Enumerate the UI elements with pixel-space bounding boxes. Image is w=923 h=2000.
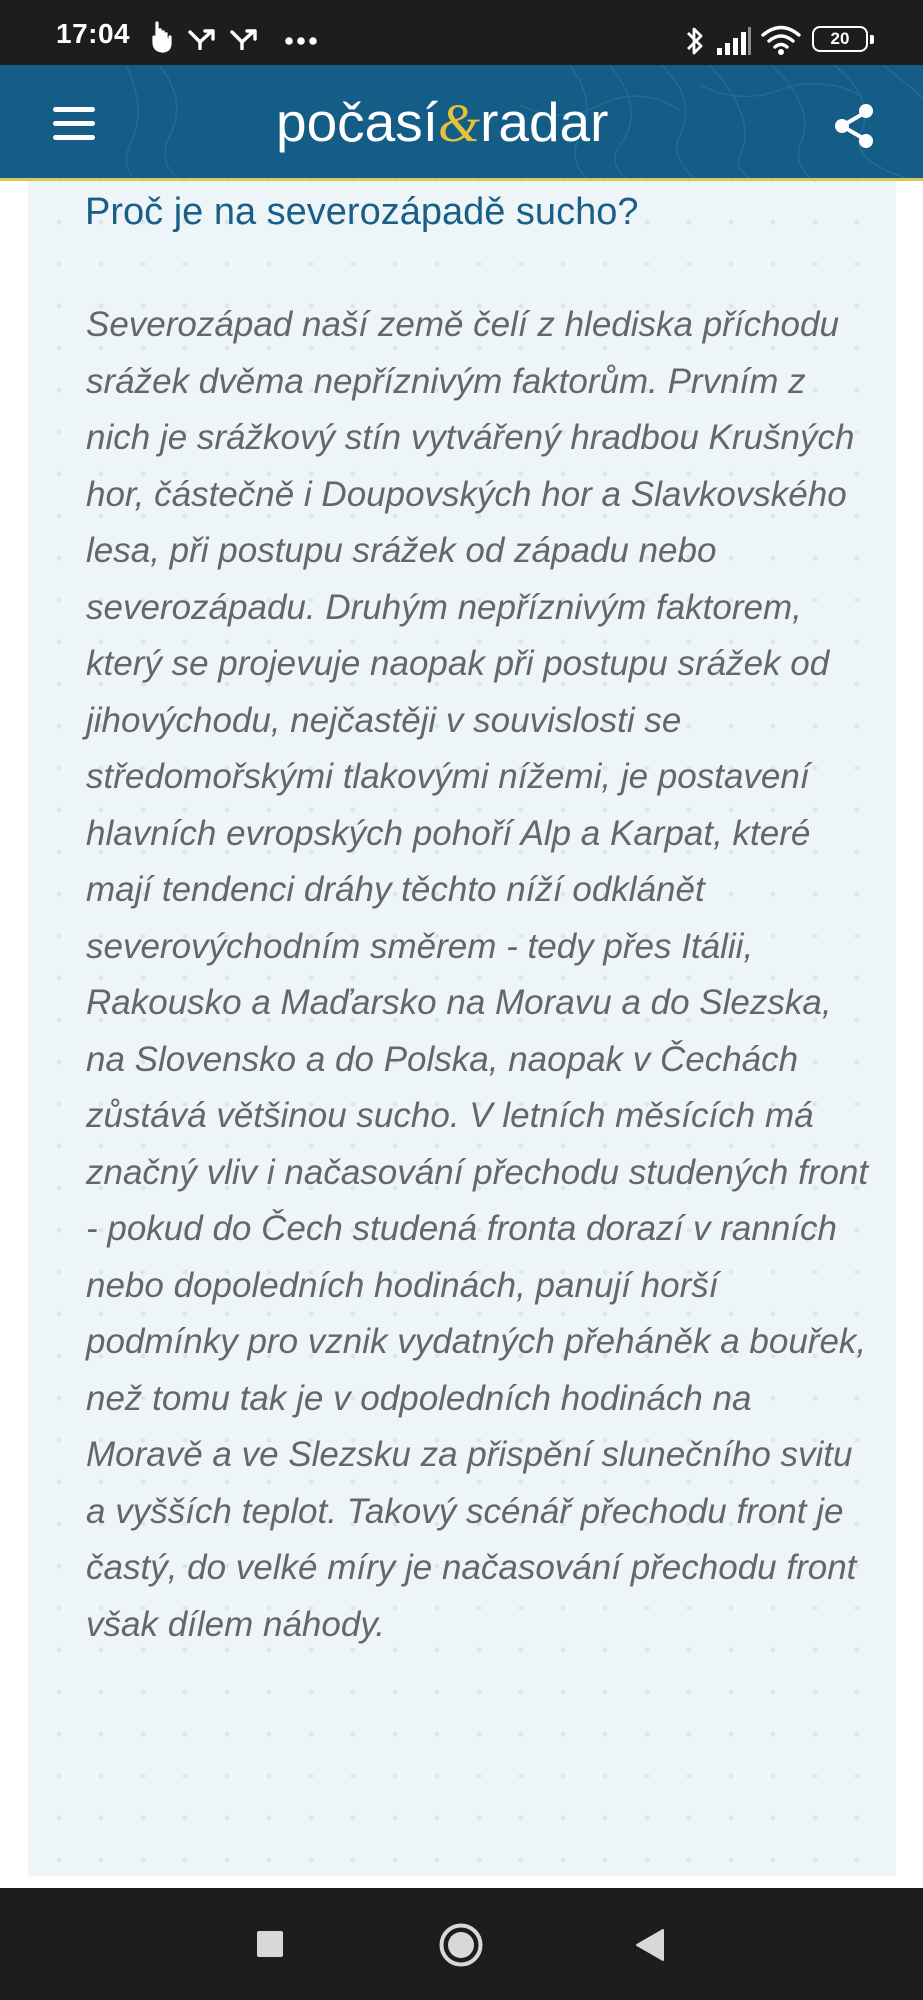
site-logo[interactable] xyxy=(276,85,608,159)
status-time: 17:04 xyxy=(56,18,131,49)
missed-call-icon xyxy=(230,28,260,50)
logo-text-radar: radar xyxy=(480,91,609,153)
battery-level: 20 xyxy=(830,29,850,48)
recents-square-icon[interactable] xyxy=(256,1930,284,1958)
article-card xyxy=(28,181,896,1876)
logo-text-pocasi: počasí xyxy=(276,91,439,153)
article-body: Severozápad naší země čelí z hlediska příchodu srážek dvěma nepříznivým faktorům. Prvním z nich je srážkový stín vytvářený hradbou Krušných hor, částečně i Doupovských hor a Slavkovského lesa, při postupu srážek od západu nebo severozápadu. Druhým nepříznivým faktorem, který se projevuje naopak při postupu srážek od jihovýchodu, nejčastěji v souvislosti se středomořskými tlakovými nížemi, je postavení hlavních evropských pohoří Alp a Karpat, které mají tendenci dráhy těchto níží odklánět severovýchodním směrem - tedy přes Itálii, Rakousko a Maďarsko na Moravu a do Slezska, na Slovensko a do Polska, naopak v Čechách zůstává většinou sucho. V letních měsících má značný vliv i načasování přechodu studených front - pokud do Čech studená fronta dorazí v ranních nebo dopoledních hodinách, panují horší podmínky pro vznik vydatných přeháněk a bouřek, než tomu tak je v odpoledních hodinách na Moravě a ve Slezsku za přispění slunečního svitu a vyšších teplot. Takový scénář přechodu front je častý, do velké míry je načasování přechodu front však dílem náhody. xyxy=(86,305,869,1644)
missed-call-icon xyxy=(188,28,218,50)
hamburger-icon[interactable] xyxy=(48,97,102,151)
touch-hand-icon xyxy=(148,20,174,54)
back-triangle-icon[interactable] xyxy=(634,1928,666,1962)
system-nav-bar xyxy=(0,1888,923,2000)
battery-indicator xyxy=(812,26,868,52)
article-heading: Proč je na severozápadě sucho? xyxy=(85,191,639,233)
bluetooth-icon xyxy=(684,24,706,58)
more-dots-icon xyxy=(284,36,318,46)
status-bar xyxy=(0,0,923,65)
wifi-icon xyxy=(760,24,802,56)
share-icon[interactable] xyxy=(828,99,882,153)
home-circle-icon[interactable] xyxy=(438,1922,484,1968)
logo-ampersand: & xyxy=(438,93,481,153)
signal-icon xyxy=(716,26,752,56)
main-content xyxy=(0,181,923,1888)
app-header xyxy=(0,65,923,181)
